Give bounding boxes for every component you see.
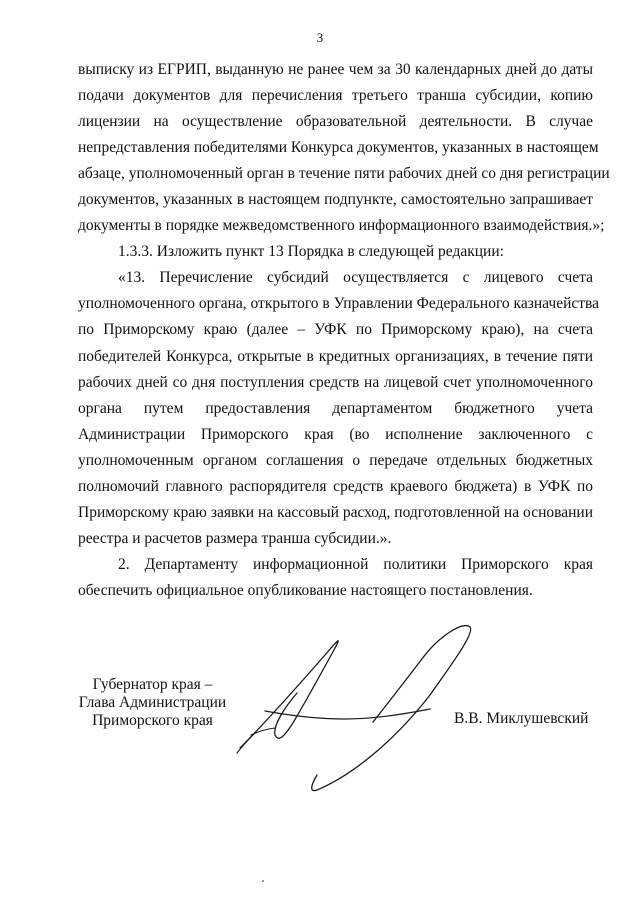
body-line: Администрации Приморского края (во исполнение заключенного с — [78, 425, 593, 443]
body-line: уполномоченным органом соглашения о передаче отдельных бюджетных — [78, 451, 593, 469]
quoted-paragraph-start: «13. Перечисление субсидий осуществляется с лицевого счета — [118, 269, 593, 287]
body-line: уполномоченного органа, открытого в Управлении Федерального казначейства — [78, 295, 600, 313]
signatory-title-line: Приморского края — [92, 712, 213, 729]
body-line: органа путем предоставления департаментом бюджетного учета — [78, 399, 593, 417]
point-2-start: 2. Департаменту информационной политики Приморского края — [118, 555, 593, 573]
body-line: полномочий главного распорядителя средств краевого бюджета) в УФК по — [78, 477, 593, 495]
signatory-name: В.В. Миклушевский — [454, 710, 589, 727]
body-line: абзаце, уполномоченный орган в течение пяти рабочих дней со дня регистрации — [78, 165, 610, 183]
body-line: обеспечить официальное опубликование настоящего постановления. — [78, 581, 533, 599]
body-line: победителей Конкурса, открытые в кредитных организациях, в течение пяти — [78, 347, 593, 365]
signatory-title — [70, 676, 235, 730]
body-line: документов, указанных в настоящем подпункте, самостоятельно запрашивает — [78, 191, 593, 209]
body-line: рабочих дней со дня поступления средств на лицевой счет уполномоченного — [78, 373, 593, 391]
document-body — [78, 57, 610, 604]
signatory-title-line: Губернатор края – — [92, 676, 213, 693]
body-line: лицензии на осуществление образовательной деятельности. В случае — [78, 113, 593, 131]
page-number: 3 — [316, 30, 324, 45]
body-line: по Приморскому краю (далее – УФК по Приморскому краю), на счета — [78, 321, 593, 339]
signature-stroke — [265, 709, 430, 719]
signature-stroke — [237, 733, 255, 753]
body-line: реестра и расчетов размера транша субсидии.». — [78, 529, 392, 547]
subpoint-heading: 1.3.3. Изложить пункт 13 Порядка в следующей редакции: — [118, 243, 504, 261]
body-line: Приморскому краю заявки на кассовый расход, подготовленной на основании — [78, 503, 593, 521]
signature-stroke — [312, 626, 471, 791]
signatory-title-line: Глава Администрации — [78, 694, 227, 711]
signature-stroke — [240, 641, 338, 748]
body-line: непредставления победителями Конкурса документов, указанных в настоящем — [78, 139, 599, 157]
scan-artifact — [262, 880, 264, 882]
body-line: документы в порядке межведомственного информационного взаимодействия.»; — [78, 217, 605, 235]
body-line: подачи документов для перечисления третьего транша субсидии, копию — [78, 87, 593, 105]
body-line: выписку из ЕГРИП, выданную не ранее чем за 30 календарных дней до даты — [78, 61, 593, 78]
